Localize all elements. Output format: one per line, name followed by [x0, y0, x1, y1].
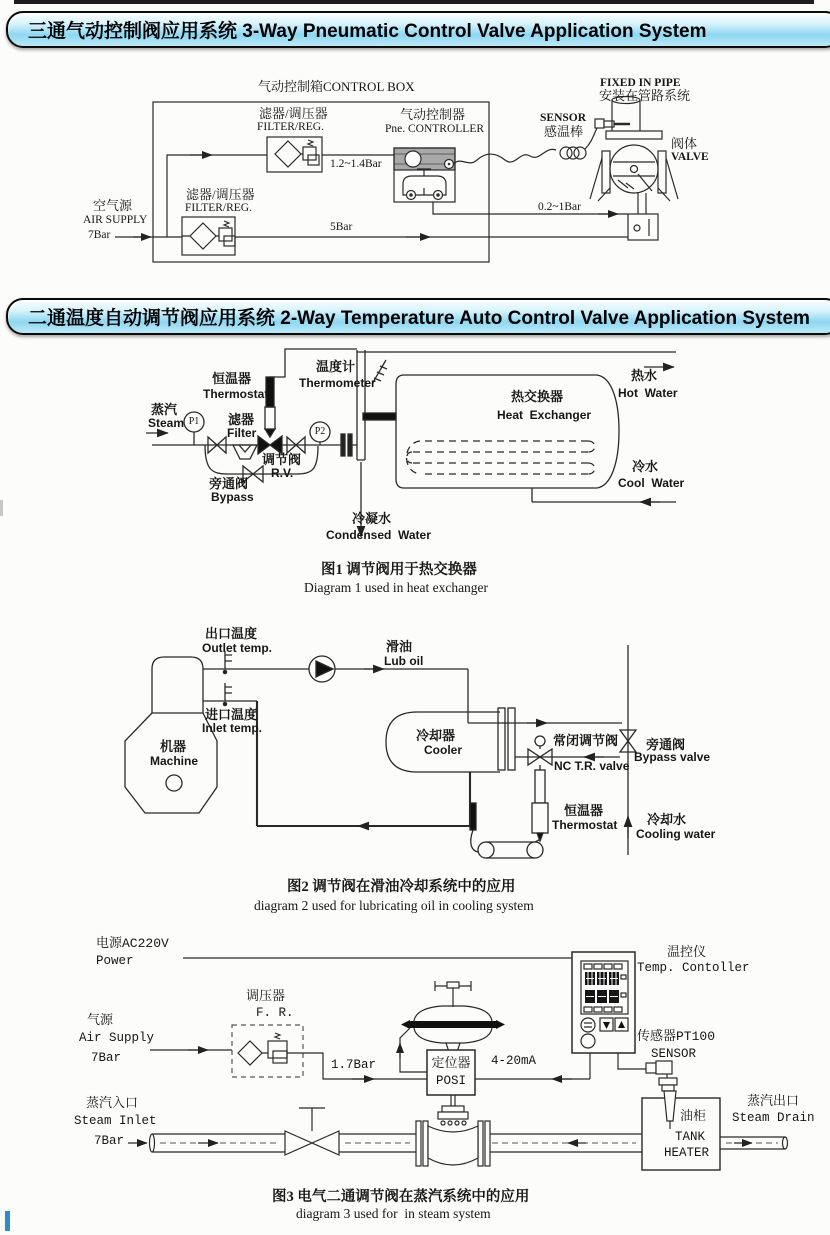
- label-filter1-en: FILTER/REG.: [257, 121, 324, 133]
- label-tank-zh: 油柜: [680, 1109, 707, 1124]
- filter-regulator-icon: [182, 217, 245, 255]
- label-air3-bar: 7Bar: [91, 1051, 122, 1065]
- label-steam-zh: 蒸汽: [151, 402, 178, 417]
- valve-body-icon: [416, 1106, 490, 1166]
- label-tc-en: Temp. Contoller: [637, 961, 750, 975]
- label-rv-en: R.V.: [271, 466, 294, 480]
- caption3-en: diagram 3 used for in steam system: [296, 1206, 491, 1221]
- caption2-en: diagram 2 used for lubricating oil in cooling system: [254, 898, 534, 913]
- label-hx-en: Heat Exchanger: [497, 408, 592, 422]
- label-air-en: AIR SUPPLY: [83, 214, 148, 226]
- pump-icon: [309, 656, 335, 682]
- label-fr-en: F. R.: [256, 1006, 294, 1020]
- label-cond-en: Condensed Water: [326, 528, 431, 542]
- label-posi-zh: 定位器: [431, 1056, 471, 1071]
- caption3-zh: 图3 电气二通调节阀在蒸汽系统中的应用: [272, 1189, 530, 1205]
- label-bar-main: 5Bar: [330, 221, 353, 233]
- label-outlet-en: Outlet temp.: [202, 641, 273, 655]
- gauge-p1: P1: [188, 416, 200, 427]
- label-hx-zh: 热交换器: [511, 389, 564, 404]
- label-cool-zh: 冷水: [632, 459, 659, 474]
- label-filter2-zh: 滤器/调压器: [186, 187, 255, 202]
- banner-title: 二通温度自动调节阀应用系统 2-Way Temperature Auto Control Valve Application System: [28, 308, 810, 329]
- label-tc-zh: 温控仪: [667, 945, 707, 960]
- caption1-zh: 图1 调节阀用于热交换器: [321, 562, 477, 578]
- label-hot-en: Hot Water: [618, 386, 678, 400]
- label-valve-zh: 阀体: [671, 136, 698, 151]
- label-cool-en: Cool Water: [618, 476, 685, 490]
- label-bar-mid: 1.2~1.4Bar: [330, 158, 382, 170]
- label-pt100-en: SENSOR: [651, 1047, 697, 1061]
- label-steam-inlet-bar: 7Bar: [94, 1134, 125, 1148]
- label-signal: 4-20mA: [491, 1054, 537, 1068]
- label-bar-out: 0.2~1Bar: [538, 201, 581, 213]
- caption1-en: Diagram 1 used in heat exchanger: [304, 580, 489, 595]
- label-sensor-zh: 感温棒: [544, 124, 584, 139]
- label-filter-zh: 滤器: [228, 412, 255, 427]
- label-valve-en: VALVE: [671, 151, 709, 163]
- machine-icon: [125, 657, 217, 813]
- label-tank-en1: TANK: [675, 1130, 706, 1144]
- temp-bulb-icon: [470, 803, 476, 830]
- label-drain-zh: 蒸汽出口: [747, 1094, 800, 1109]
- label-air-zh: 空气源: [93, 198, 133, 213]
- label-machine-en: Machine: [150, 754, 199, 768]
- pneumatic-system-drawing: [115, 97, 678, 263]
- label-drain-en: Steam Drain: [732, 1111, 815, 1125]
- filter-icon: [233, 445, 257, 459]
- label-filter1-zh: 滤器/调压器: [259, 106, 328, 121]
- label-lub-en: Lub oil: [384, 654, 424, 668]
- label-power-en: Power: [96, 954, 134, 968]
- temp-controller-icon: [572, 952, 635, 1053]
- label-cooler-zh: 冷却器: [416, 728, 456, 743]
- label-steam-inlet-en: Steam Inlet: [74, 1114, 157, 1128]
- label-steam-inlet-zh: 蒸汽入口: [86, 1096, 139, 1111]
- label-filter-en: Filter: [227, 426, 257, 440]
- nc-tr-valve-icon: [528, 736, 552, 765]
- label-rv-zh: 调节阀: [262, 452, 302, 467]
- label-fixed-en: FIXED IN PIPE: [600, 77, 681, 89]
- banner-title: 三通气动控制阀应用系统 3-Way Pneumatic Control Valve Application System: [28, 21, 707, 42]
- label-cooler-en: Cooler: [424, 743, 463, 757]
- label-inlet-en: Inlet temp.: [202, 721, 263, 735]
- heat-exchanger-shell: [396, 375, 619, 488]
- inlet-nozzle: [363, 413, 396, 420]
- label-machine-zh: 机器: [160, 739, 187, 754]
- label-thermostat2-en: Thermostat: [552, 818, 618, 832]
- fr-unit-icon: [232, 1025, 303, 1077]
- label-filter2-en: FILTER/REG.: [185, 202, 252, 214]
- label-water-en: Cooling water: [636, 827, 716, 841]
- label-controller-en: Pne. CONTROLLER: [385, 123, 485, 135]
- label-bypass-zh: 旁通阀: [209, 476, 249, 491]
- label-fixed-zh: 安装在管路系统: [599, 88, 691, 103]
- heating-coil-dashed: [407, 441, 595, 474]
- manual-valve-icon: [285, 1108, 339, 1155]
- label-sensor-en: SENSOR: [540, 112, 587, 124]
- inlet-temp-sensor-icon: [223, 683, 232, 706]
- label-thermostat-zh: 恒温器: [212, 371, 252, 386]
- label-control-box: 气动控制箱CONTROL BOX: [258, 79, 415, 94]
- label-bypassvalve-en: Bypass valve: [634, 750, 711, 764]
- pneumatic-controller-icon: [394, 148, 455, 202]
- label-cond-zh: 冷凝水: [352, 511, 392, 526]
- label-thermometer-zh: 温度计: [316, 359, 356, 374]
- caption2-zh: 图2 调节阀在滑油冷却系统中的应用: [287, 879, 516, 895]
- oil-return-line: [257, 701, 470, 826]
- three-way-valve-icon: [590, 131, 678, 240]
- label-outlet-zh: 出口温度: [205, 626, 258, 641]
- capillary-pulleys-icon: [471, 830, 543, 858]
- label-tank-en2: HEATER: [664, 1146, 710, 1160]
- label-bar17: 1.7Bar: [331, 1058, 377, 1072]
- label-hot-zh: 热水: [631, 368, 658, 383]
- label-thermostat-en: Thermostat: [203, 387, 269, 401]
- label-bypass-en: Bypass: [211, 490, 254, 504]
- label-pt100-zh: 传感器PT100: [637, 1029, 716, 1044]
- label-thermostat2-zh: 恒温器: [564, 803, 604, 818]
- gauge-p2: P2: [314, 426, 326, 437]
- filter-regulator-icon: [267, 137, 322, 172]
- label-controller-zh: 气动控制器: [400, 107, 466, 122]
- thermostat-icon: [532, 765, 548, 841]
- label-air3-en: Air Supply: [79, 1031, 155, 1045]
- label-nc-zh: 常闭调节阀: [553, 733, 619, 748]
- label-water-zh: 冷却水: [647, 812, 687, 827]
- label-lub-zh: 滑油: [386, 639, 413, 654]
- cool-water-line: [532, 488, 676, 502]
- label-nc-en: NC T.R. valve: [554, 759, 630, 773]
- label-steam-en: Steam: [148, 416, 185, 430]
- label-air-bar: 7Bar: [88, 229, 111, 241]
- label-bypassvalve-zh: 旁通阀: [646, 737, 686, 752]
- label-thermometer-en: Thermometer: [299, 376, 376, 390]
- label-posi-en: POSI: [435, 1074, 467, 1088]
- label-fr-zh: 调压器: [246, 989, 286, 1004]
- label-power-zh: 电源AC220V: [96, 936, 169, 951]
- label-inlet-zh: 进口温度: [205, 707, 258, 722]
- label-air3-zh: 气源: [87, 1013, 114, 1028]
